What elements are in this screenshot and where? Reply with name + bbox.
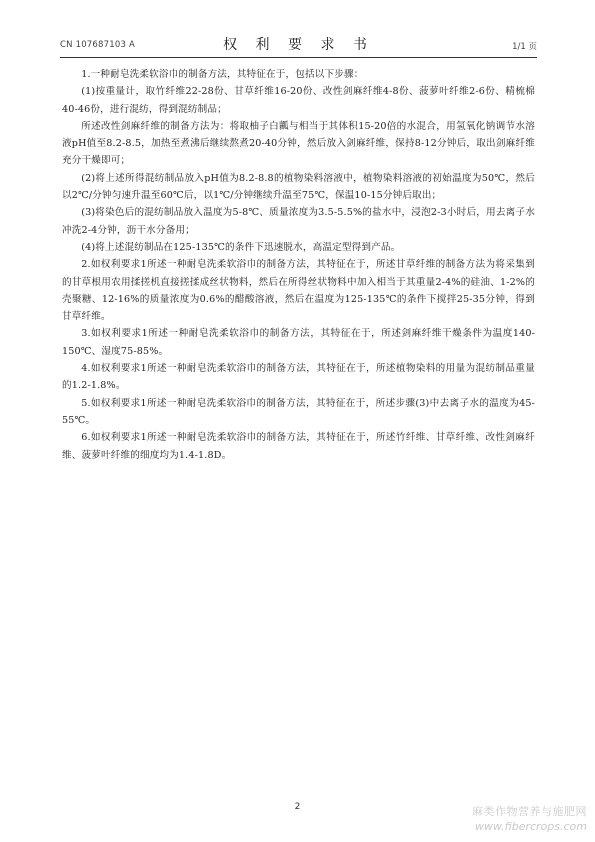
- claim-1-step-2: (2)将上述所得混纺制品放入pH值为8.2-8.8的植物染料溶液中，植物染料溶液的初始温度为50℃，然后以2℃/分钟匀速升温至60℃后，以1℃/分钟继续升温至75℃，保温10-15分钟后取出；: [62, 172, 535, 202]
- claim-5: 5.如权利要求1所述一种耐皂洗柔软浴巾的制备方法，其特征在于，所述步骤(3)中去离子水的温度为45-55℃。: [62, 397, 535, 426]
- watermark: [472, 804, 587, 834]
- claim-1-modified-sisal-method: 所述改性剑麻纤维的制备方法为：将取柚子白瓤与相当于其体积15-20倍的水混合，用氢氧化钠调节水溶液pH值至8.2-8.5，加热至煮沸后继续熬煮20-40分钟，然后放入剑麻纤维，保持8-12分钟后，取出剑麻纤维充分干燥即可；: [62, 120, 535, 167]
- claim-1-step-1: (1)按重量计，取竹纤维22-28份、甘草纤维16-20份、改性剑麻纤维4-8份、菠萝叶纤维2-6份、精梳棉40-46份，进行混纺，得到混纺制品；: [62, 86, 535, 115]
- page-header: [60, 34, 537, 56]
- claim-1-step-3: (3)将染色后的混纺制品放入温度为5-8℃、质量浓度为3.5-5.5%的盐水中，浸泡2-3小时后，用去离子水冲洗2-4分钟，沥干水分备用；: [62, 207, 535, 236]
- claim-1-intro: 1.一种耐皂洗柔软浴巾的制备方法，其特征在于，包括以下步骤：: [81, 69, 364, 80]
- page-indicator: 1/1 页: [512, 42, 537, 52]
- claims-body: [62, 66, 535, 464]
- claim-6: 6.如权利要求1所述一种耐皂洗柔软浴巾的制备方法，其特征在于，所述竹纤维、甘草纤维、改性剑麻纤维、菠萝叶纤维的细度均为1.4-1.8D。: [62, 432, 535, 461]
- claim-2: 2.如权利要求1所述一种耐皂洗柔软浴巾的制备方法，其特征在于，所述甘草纤维的制备方法为将采集到的甘草根用农用揉搓机直接搓揉成丝状物料，然后在所得丝状物料中加入相当于其重量2-4%的硅油、1-2%的壳聚糖、12-16%的质量浓度为0.6%的醋酸溶液，然后在温度为125-135℃的条件下搅拌25-35分钟，得到甘草纤维。: [62, 259, 535, 323]
- watermark-site-name: 麻类作物营养与施肥网: [472, 805, 587, 818]
- document-title: 权 利 要 求 书: [223, 37, 374, 53]
- patent-number: CN 107687103 A: [60, 40, 135, 50]
- watermark-url: www.fibercrops.com: [474, 820, 587, 833]
- claim-1-step-4: (4)将上述混纺制品在125-135℃的条件下迅速脱水，高温定型得到产品。: [81, 241, 401, 253]
- claim-3: 3.如权利要求1所述一种耐皂洗柔软浴巾的制备方法，其特征在于，所述剑麻纤维干燥条件为温度140-150℃、湿度75-85%。: [62, 328, 535, 357]
- header-divider: [60, 57, 537, 58]
- page-number: 2: [294, 802, 301, 812]
- claim-4: 4.如权利要求1所述一种耐皂洗柔软浴巾的制备方法，其特征在于，所述植物染料的用量为混纺制品重量的1.2-1.8%。: [62, 363, 535, 392]
